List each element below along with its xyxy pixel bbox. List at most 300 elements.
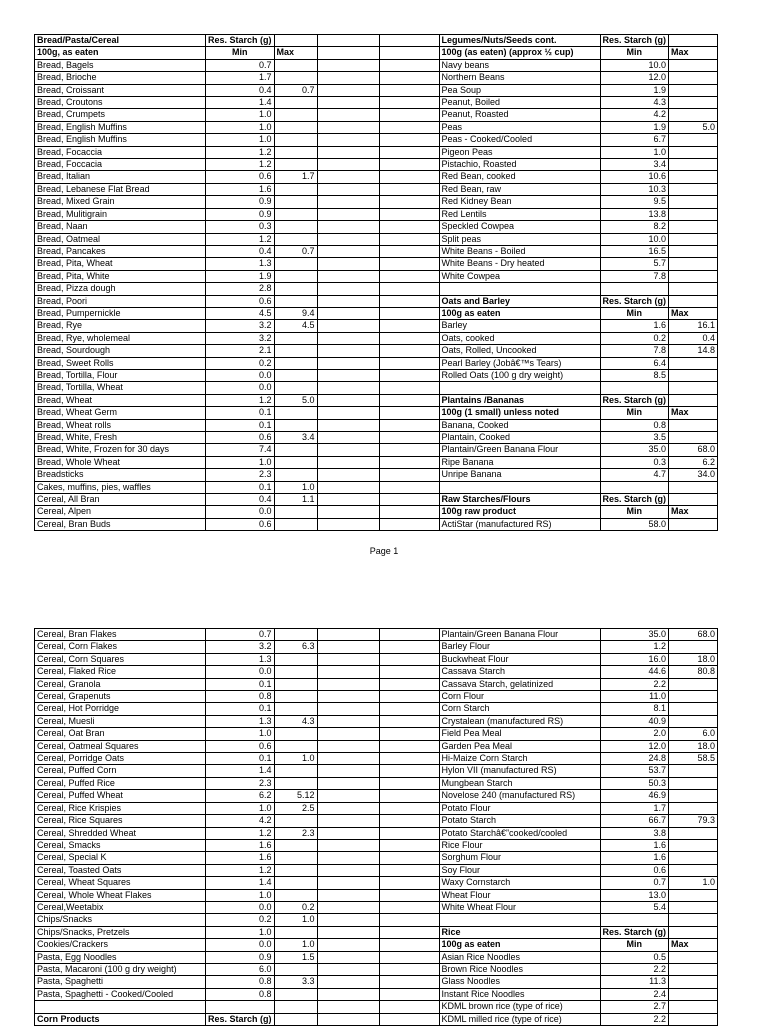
table-cell: 8.5 <box>600 369 669 381</box>
table-cell <box>317 777 379 789</box>
table-cell <box>317 72 379 84</box>
table-cell: Plantain/Green Banana Flour <box>439 629 600 641</box>
table-cell: Bread, English Muffins <box>35 121 206 133</box>
table-cell: 0.5 <box>600 951 669 963</box>
table-cell: Glass Noodles <box>439 976 600 988</box>
table-cell: Barley <box>439 320 600 332</box>
table-row <box>35 678 718 690</box>
table-row <box>35 914 718 926</box>
table-cell <box>379 345 439 357</box>
table-cell <box>439 481 600 493</box>
table-cell: 1.3 <box>206 653 275 665</box>
table-cell: Res. Starch (g) <box>600 926 669 938</box>
table-cell: Split peas <box>439 233 600 245</box>
table-cell: 13.8 <box>600 208 669 220</box>
table-cell <box>317 121 379 133</box>
table-cell <box>274 109 317 121</box>
table-cell: Corn Flour <box>439 691 600 703</box>
table-cell: White Cowpea <box>439 270 600 282</box>
table-cell: 1.4 <box>206 877 275 889</box>
table-cell <box>274 369 317 381</box>
table-cell <box>379 839 439 851</box>
table-cell: 1.6 <box>206 839 275 851</box>
table-cell <box>379 221 439 233</box>
table-cell <box>317 827 379 839</box>
table-cell: Novelose 240 (manufactured RS) <box>439 790 600 802</box>
table-cell <box>317 641 379 653</box>
table-cell: 3.2 <box>206 332 275 344</box>
table-row <box>35 839 718 851</box>
table-cell <box>379 926 439 938</box>
table-cell: Red Lentils <box>439 208 600 220</box>
table-cell: 34.0 <box>669 469 718 481</box>
table-cell: Bread, Brioche <box>35 72 206 84</box>
table-cell <box>317 208 379 220</box>
table-cell: 1.6 <box>206 852 275 864</box>
table-cell <box>317 382 379 394</box>
table-row <box>35 703 718 715</box>
table-cell <box>274 988 317 1000</box>
table-row <box>35 35 718 47</box>
table-cell <box>379 827 439 839</box>
table-row <box>35 815 718 827</box>
table-cell: 0.8 <box>600 419 669 431</box>
table-cell: Cereal, All Bran <box>35 494 206 506</box>
table-cell: 0.2 <box>206 357 275 369</box>
table-cell <box>206 1001 275 1013</box>
table-cell: Pigeon Peas <box>439 146 600 158</box>
table-cell <box>379 146 439 158</box>
table-cell: Cereal, Oat Bran <box>35 728 206 740</box>
table-cell <box>379 740 439 752</box>
table-cell: 35.0 <box>600 629 669 641</box>
table-cell: Cereal, Muesli <box>35 715 206 727</box>
table-row <box>35 332 718 344</box>
table-cell: 0.4 <box>206 245 275 257</box>
table-cell: 0.9 <box>206 208 275 220</box>
table-cell <box>274 270 317 282</box>
table-cell: 6.2 <box>206 790 275 802</box>
table-cell <box>317 47 379 59</box>
table-cell: 68.0 <box>669 444 718 456</box>
table-cell: 2.0 <box>600 728 669 740</box>
table-cell <box>669 988 718 1000</box>
table-cell <box>274 703 317 715</box>
table-cell <box>317 877 379 889</box>
table-cell <box>600 481 669 493</box>
table-cell: Cereal, Flaked Rice <box>35 666 206 678</box>
table-cell: Cereal, Rice Krispies <box>35 802 206 814</box>
table-cell: Cereal, Shredded Wheat <box>35 827 206 839</box>
table-cell <box>317 270 379 282</box>
table-cell: Rice <box>439 926 600 938</box>
table-row <box>35 407 718 419</box>
table-cell: 0.1 <box>206 407 275 419</box>
table-cell <box>317 369 379 381</box>
table-cell: Bread, Pita, White <box>35 270 206 282</box>
table-row <box>35 159 718 171</box>
table-cell: Red Kidney Bean <box>439 196 600 208</box>
table-cell: 1.0 <box>274 753 317 765</box>
table-cell: 2.2 <box>600 1013 669 1025</box>
table-cell: 14.8 <box>669 345 718 357</box>
table-cell: 1.7 <box>206 72 275 84</box>
table-cell <box>317 407 379 419</box>
table-cell: Min <box>600 407 669 419</box>
table-cell: Oats, cooked <box>439 332 600 344</box>
table-cell: Cereal, Bran Buds <box>35 518 206 530</box>
table-cell <box>379 320 439 332</box>
table-cell: 1.2 <box>206 146 275 158</box>
table-cell <box>317 678 379 690</box>
table-cell: Min <box>206 47 275 59</box>
table-cell <box>274 678 317 690</box>
table-cell <box>669 889 718 901</box>
table-cell: Cereal, Special K <box>35 852 206 864</box>
table-row <box>35 221 718 233</box>
table-cell <box>669 802 718 814</box>
table-cell: Cereal, Corn Squares <box>35 653 206 665</box>
table-cell <box>379 988 439 1000</box>
table-cell <box>669 221 718 233</box>
table-cell: Cereal, Whole Wheat Flakes <box>35 889 206 901</box>
table-cell <box>317 963 379 975</box>
table-cell <box>274 283 317 295</box>
table-cell: 8.2 <box>600 221 669 233</box>
table-cell: KDML milled rice (type of rice) <box>439 1013 600 1025</box>
table-cell: 0.7 <box>274 84 317 96</box>
table-cell: 9.5 <box>600 196 669 208</box>
table-cell: 1.0 <box>206 456 275 468</box>
table-cell: Cereal, Smacks <box>35 839 206 851</box>
table-cell: Bread, Wheat Germ <box>35 407 206 419</box>
table-cell: Cassava Starch <box>439 666 600 678</box>
table-cell <box>274 456 317 468</box>
table-cell <box>379 481 439 493</box>
table-cell: Breadsticks <box>35 469 206 481</box>
table-row <box>35 827 718 839</box>
table-cell: Cookies/Crackers <box>35 939 206 951</box>
table-cell: Chips/Snacks <box>35 914 206 926</box>
table-cell: 3.2 <box>206 641 275 653</box>
table-cell: Bread, Pizza dough <box>35 283 206 295</box>
table-row <box>35 208 718 220</box>
table-cell: Max <box>669 47 718 59</box>
table-row <box>35 939 718 951</box>
table-cell: Res. Starch (g) <box>600 394 669 406</box>
table-cell: ActiStar (manufactured RS) <box>439 518 600 530</box>
table-cell <box>317 444 379 456</box>
table-cell: White Beans - Dry heated <box>439 258 600 270</box>
table-cell: Potato Starchâ€”cooked/cooled <box>439 827 600 839</box>
table-cell <box>379 728 439 740</box>
table-cell <box>379 1001 439 1013</box>
table-cell: 1.7 <box>600 802 669 814</box>
table-cell <box>274 877 317 889</box>
table-cell: Pea Soup <box>439 84 600 96</box>
table-row <box>35 753 718 765</box>
table-cell <box>317 494 379 506</box>
table-row <box>35 245 718 257</box>
table-cell: 80.8 <box>669 666 718 678</box>
table-cell <box>274 419 317 431</box>
table-row <box>35 382 718 394</box>
table-cell <box>317 653 379 665</box>
nutrition-table-page-1 <box>34 34 718 531</box>
table-cell <box>669 518 718 530</box>
table-cell <box>669 245 718 257</box>
table-cell: 0.8 <box>206 988 275 1000</box>
table-cell <box>274 864 317 876</box>
table-cell: 0.8 <box>206 976 275 988</box>
table-cell <box>379 506 439 518</box>
table-cell <box>600 283 669 295</box>
table-cell: Unripe Banana <box>439 469 600 481</box>
table-cell <box>274 357 317 369</box>
table-cell: Max <box>669 939 718 951</box>
table-cell: Cereal, Porridge Oats <box>35 753 206 765</box>
table-cell <box>379 407 439 419</box>
table-cell: 1.0 <box>206 109 275 121</box>
table-cell <box>379 208 439 220</box>
table-cell: 0.9 <box>206 951 275 963</box>
table-cell <box>317 432 379 444</box>
table-cell <box>317 84 379 96</box>
table-cell: Raw Starches/Flours <box>439 494 600 506</box>
table-cell: 46.9 <box>600 790 669 802</box>
table-cell: 4.7 <box>600 469 669 481</box>
table-cell <box>379 245 439 257</box>
table-cell <box>379 84 439 96</box>
table-cell <box>669 270 718 282</box>
table-cell <box>317 134 379 146</box>
table-cell: 1.2 <box>600 641 669 653</box>
table-row <box>35 270 718 282</box>
table-cell: Res. Starch (g) <box>600 35 669 47</box>
table-cell: 1.0 <box>206 134 275 146</box>
table-cell <box>317 233 379 245</box>
table-cell <box>274 208 317 220</box>
table-cell <box>35 1001 206 1013</box>
table-cell <box>274 839 317 851</box>
table-cell <box>379 641 439 653</box>
table-cell <box>669 159 718 171</box>
table-cell: 16.1 <box>669 320 718 332</box>
table-cell: 5.12 <box>274 790 317 802</box>
table-cell: 12.0 <box>600 740 669 752</box>
table-cell <box>379 307 439 319</box>
table-cell <box>439 382 600 394</box>
table-cell: 5.0 <box>274 394 317 406</box>
table-cell <box>439 914 600 926</box>
table-cell: Bread, Pita, Wheat <box>35 258 206 270</box>
table-row <box>35 790 718 802</box>
table-cell: 0.0 <box>206 666 275 678</box>
table-cell: 0.2 <box>206 914 275 926</box>
table-cell: White Wheat Flour <box>439 901 600 913</box>
table-cell: Max <box>669 307 718 319</box>
table-cell <box>317 976 379 988</box>
table-row <box>35 183 718 195</box>
table-cell: Crystalean (manufactured RS) <box>439 715 600 727</box>
table-cell <box>379 629 439 641</box>
table-cell: 1.0 <box>274 914 317 926</box>
table-cell: Plantain/Green Banana Flour <box>439 444 600 456</box>
table-cell <box>379 97 439 109</box>
table-cell: 2.2 <box>600 678 669 690</box>
table-cell: Sorghum Flour <box>439 852 600 864</box>
table-cell <box>274 889 317 901</box>
table-cell <box>669 765 718 777</box>
table-cell: 2.3 <box>274 827 317 839</box>
table-cell <box>669 901 718 913</box>
table-cell <box>317 765 379 777</box>
table-cell: Max <box>274 47 317 59</box>
table-row <box>35 481 718 493</box>
table-cell <box>379 394 439 406</box>
table-cell: 50.3 <box>600 777 669 789</box>
table-cell: Bread, Wheat <box>35 394 206 406</box>
table-cell <box>379 703 439 715</box>
table-row <box>35 369 718 381</box>
table-cell: Pasta, Spaghetti <box>35 976 206 988</box>
table-cell: 0.0 <box>206 506 275 518</box>
table-cell <box>317 183 379 195</box>
table-row <box>35 357 718 369</box>
table-cell <box>379 494 439 506</box>
table-cell <box>317 221 379 233</box>
table-cell: Pistachio, Roasted <box>439 159 600 171</box>
table-cell <box>317 815 379 827</box>
table-cell <box>379 963 439 975</box>
table-cell: Bread, Wheat rolls <box>35 419 206 431</box>
table-cell: 1.0 <box>206 802 275 814</box>
table-cell <box>379 691 439 703</box>
table-cell: 1.0 <box>600 146 669 158</box>
table-cell <box>317 332 379 344</box>
table-cell <box>274 765 317 777</box>
table-cell <box>379 456 439 468</box>
table-cell <box>669 963 718 975</box>
table-cell <box>317 456 379 468</box>
table-cell <box>379 332 439 344</box>
table-cell <box>379 914 439 926</box>
table-cell <box>669 481 718 493</box>
table-cell: 1.2 <box>206 394 275 406</box>
table-cell <box>317 283 379 295</box>
table-cell <box>379 852 439 864</box>
table-cell: Soy Flour <box>439 864 600 876</box>
table-cell: 18.0 <box>669 653 718 665</box>
table-cell: 0.0 <box>206 369 275 381</box>
table-cell <box>317 1001 379 1013</box>
table-cell: Navy beans <box>439 59 600 71</box>
table-cell: Potato Flour <box>439 802 600 814</box>
table-cell <box>274 506 317 518</box>
table-cell: 1.3 <box>206 258 275 270</box>
table-row <box>35 121 718 133</box>
table-cell: 58.5 <box>669 753 718 765</box>
table-cell: Cereal, Wheat Squares <box>35 877 206 889</box>
table-cell <box>317 852 379 864</box>
table-cell <box>274 777 317 789</box>
table-row <box>35 432 718 444</box>
table-cell <box>669 171 718 183</box>
table-cell <box>274 196 317 208</box>
table-cell: 6.7 <box>600 134 669 146</box>
table-cell <box>274 258 317 270</box>
table-cell: Ripe Banana <box>439 456 600 468</box>
table-cell <box>669 641 718 653</box>
table-cell: 5.0 <box>669 121 718 133</box>
table-cell: Speckled Cowpea <box>439 221 600 233</box>
table-cell <box>317 629 379 641</box>
table-cell: Bread, Sourdough <box>35 345 206 357</box>
table-cell: 4.3 <box>274 715 317 727</box>
table-cell: 1.9 <box>600 84 669 96</box>
table-cell <box>669 382 718 394</box>
table-cell <box>317 790 379 802</box>
table-cell <box>317 481 379 493</box>
table-cell <box>379 295 439 307</box>
table-cell <box>317 691 379 703</box>
table-cell <box>379 258 439 270</box>
table-cell: 7.8 <box>600 270 669 282</box>
table-row <box>35 47 718 59</box>
table-cell <box>317 889 379 901</box>
table-cell: 0.3 <box>206 221 275 233</box>
table-cell <box>274 963 317 975</box>
table-cell <box>317 939 379 951</box>
table-cell <box>317 753 379 765</box>
table-cell: Cereal, Corn Flakes <box>35 641 206 653</box>
table-cell: 0.4 <box>669 332 718 344</box>
table-cell: 1.6 <box>206 183 275 195</box>
table-cell: Corn Products <box>35 1013 206 1025</box>
table-cell: Cereal,Weetabix <box>35 901 206 913</box>
table-cell <box>274 691 317 703</box>
table-cell: 0.8 <box>206 691 275 703</box>
table-cell <box>274 134 317 146</box>
table-cell <box>317 109 379 121</box>
table-cell: 1.0 <box>206 926 275 938</box>
table-cell: 1.5 <box>274 951 317 963</box>
table-cell: Max <box>669 506 718 518</box>
table-cell: Field Pea Meal <box>439 728 600 740</box>
table-cell <box>379 864 439 876</box>
table-cell: Bread, White, Fresh <box>35 432 206 444</box>
table-row <box>35 715 718 727</box>
table-cell <box>669 283 718 295</box>
table-cell: 16.0 <box>600 653 669 665</box>
table-cell: 1.0 <box>206 121 275 133</box>
table-cell: 1.4 <box>206 97 275 109</box>
table-cell: Res. Starch (g) <box>600 494 669 506</box>
table-cell <box>274 728 317 740</box>
table-cell: 3.4 <box>274 432 317 444</box>
table-cell: 6.2 <box>669 456 718 468</box>
table-cell: Plantain, Cooked <box>439 432 600 444</box>
table-cell: Bread, Crumpets <box>35 109 206 121</box>
table-row <box>35 171 718 183</box>
table-cell: 1.7 <box>274 171 317 183</box>
table-cell <box>669 926 718 938</box>
table-cell <box>274 444 317 456</box>
table-cell: 2.8 <box>206 283 275 295</box>
table-row <box>35 307 718 319</box>
table-cell: 12.0 <box>600 72 669 84</box>
table-cell: 6.0 <box>206 963 275 975</box>
